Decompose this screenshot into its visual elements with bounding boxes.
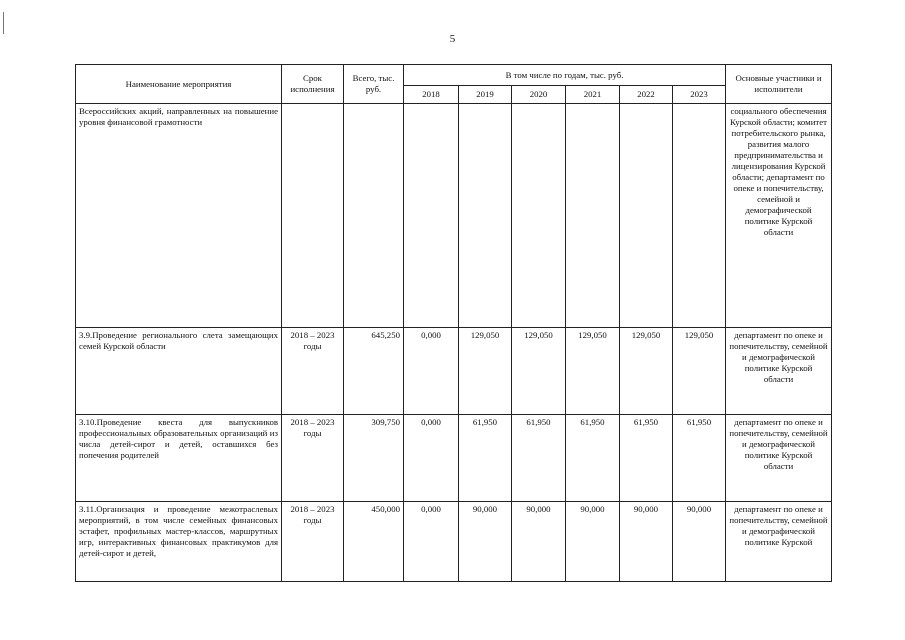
row-name: 3.9.Проведение регионального слета замещающих семей Курской области bbox=[76, 328, 282, 415]
header-year-2020: 2020 bbox=[512, 86, 566, 104]
row-period: 2018 – 2023 годы bbox=[282, 415, 344, 502]
row-executors: департамент по опеке и попечительству, семейной и демографической политике Курской области bbox=[726, 415, 832, 502]
row-year-2019: 129,050 bbox=[459, 328, 512, 415]
header-executors: Основные участники и исполнители bbox=[726, 65, 832, 104]
row-name: 3.11.Организация и проведение межотраслевых мероприятий, в том числе семейных финансовых эстафет, профильных мастер-классов, маршрутных игр, интерактивных финансовых практикумов для детей-сирот и детей, bbox=[76, 502, 282, 582]
row-total: 450,000 bbox=[344, 502, 404, 582]
row-year-2018: 0,000 bbox=[404, 415, 459, 502]
header-year-2019: 2019 bbox=[459, 86, 512, 104]
row-year-2020: 90,000 bbox=[512, 502, 566, 582]
row-year-2020: 129,050 bbox=[512, 328, 566, 415]
row-name: 3.10.Проведение квеста для выпускников профессиональных образовательных организаций из числа детей-сирот и детей, оставшихся без попечения родителей bbox=[76, 415, 282, 502]
row-year-2022: 129,050 bbox=[620, 328, 673, 415]
header-year-2023: 2023 bbox=[673, 86, 726, 104]
activities-table bbox=[75, 64, 832, 582]
row-year-2019: 90,000 bbox=[459, 502, 512, 582]
page-number: 5 bbox=[449, 33, 456, 45]
header-period: Срок исполнения bbox=[282, 65, 344, 104]
row-period bbox=[282, 104, 344, 328]
row-year-2023: 90,000 bbox=[673, 502, 726, 582]
row-executors: социального обеспечения Курской области; комитет потребительского рынка, развития малого предпринимательства и лицензирования Курской области; департамент по опеке и попечительству, семейной и демографической политике Курской области bbox=[726, 104, 832, 328]
row-name: Всероссийских акций, направленных на повышение уровня финансовой грамотности bbox=[76, 104, 282, 328]
row-year-2021: 90,000 bbox=[566, 502, 620, 582]
row-total: 645,250 bbox=[344, 328, 404, 415]
row-executors: департамент по опеке и попечительству, семейной и демографической политике Курской bbox=[726, 502, 832, 582]
row-total bbox=[344, 104, 404, 328]
row-year-2021 bbox=[566, 104, 620, 328]
table-row bbox=[76, 502, 832, 582]
row-year-2022: 90,000 bbox=[620, 502, 673, 582]
row-year-2022 bbox=[620, 104, 673, 328]
row-year-2018: 0,000 bbox=[404, 328, 459, 415]
row-executors: департамент по опеке и попечительству, семейной и демографической политике Курской области bbox=[726, 328, 832, 415]
row-year-2022: 61,950 bbox=[620, 415, 673, 502]
table-header bbox=[76, 65, 832, 104]
header-year-2022: 2022 bbox=[620, 86, 673, 104]
header-year-2018: 2018 bbox=[404, 86, 459, 104]
row-total: 309,750 bbox=[344, 415, 404, 502]
row-year-2021: 129,050 bbox=[566, 328, 620, 415]
table-row bbox=[76, 104, 832, 328]
row-year-2023: 129,050 bbox=[673, 328, 726, 415]
row-year-2019 bbox=[459, 104, 512, 328]
row-year-2020 bbox=[512, 104, 566, 328]
row-year-2018 bbox=[404, 104, 459, 328]
row-year-2019: 61,950 bbox=[459, 415, 512, 502]
row-year-2023 bbox=[673, 104, 726, 328]
row-period: 2018 – 2023 годы bbox=[282, 328, 344, 415]
scan-edge-mark bbox=[3, 12, 4, 34]
table-row bbox=[76, 415, 832, 502]
header-total: Всего, тыс. руб. bbox=[344, 65, 404, 104]
row-year-2018: 0,000 bbox=[404, 502, 459, 582]
row-year-2021: 61,950 bbox=[566, 415, 620, 502]
header-year-2021: 2021 bbox=[566, 86, 620, 104]
header-name: Наименование мероприятия bbox=[76, 65, 282, 104]
row-year-2023: 61,950 bbox=[673, 415, 726, 502]
row-period: 2018 – 2023 годы bbox=[282, 502, 344, 582]
table-row bbox=[76, 328, 832, 415]
row-year-2020: 61,950 bbox=[512, 415, 566, 502]
header-years-group: В том числе по годам, тыс. руб. bbox=[404, 65, 726, 86]
